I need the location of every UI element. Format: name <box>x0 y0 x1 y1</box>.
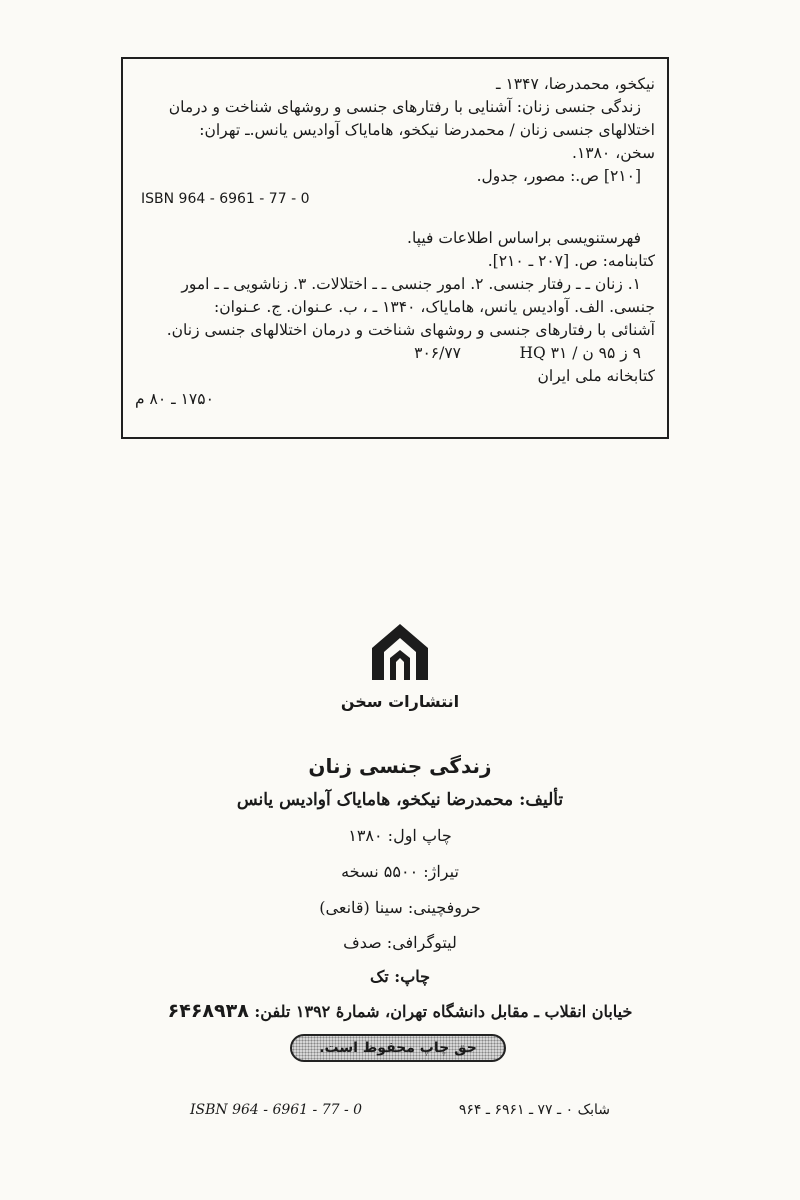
cip-lc-number: ۹ ز ۹۵ ن / HQ ۳۱ <box>519 344 641 362</box>
book-authors: تألیف: محمدرضا نیکخو، هامایاک آوادیس یانس <box>236 790 564 810</box>
address-street: خیابان انقلاب ـ مقابل دانشگاه تهران، شمارهٔ ۱۳۹۲ تلفن: <box>254 1002 633 1021</box>
isbn-persian: شابک ۰ ـ ۷۷ ـ ۶۹۶۱ ـ ۹۶۴ <box>458 1102 610 1118</box>
cip-title-line-2: اختلالهای جنسی زنان / محمدرضا نیکخو، هامایاک آوادیس یانس.ـ تهران: <box>199 121 655 139</box>
cip-dewey-number: ۳۰۶/۷۷ <box>414 344 461 362</box>
address-phone: ۶۴۶۸۹۳۸ <box>167 1000 249 1022</box>
cip-title-line-1: زندگی جنسی زنان: آشنایی با رفتارهای جنسی و روشهای شناخت و درمان <box>168 98 641 116</box>
cip-subjects-line-3: آشنائی با رفتارهای جنسی و روشهای شناخت و درمان اختلالهای جنسی زنان. <box>166 321 655 339</box>
cataloging-in-publication-box <box>121 57 669 439</box>
rights-reserved-badge: حق چاپ محفوظ است. <box>290 1034 506 1062</box>
book-title: زندگی جنسی زنان <box>308 754 492 778</box>
publisher-name: انتشارات سخن <box>340 692 460 711</box>
cip-physical-description: [۲۱۰] ص.: مصور، جدول. <box>476 167 641 185</box>
circulation: تیراژ: ۵۵۰۰ نسخه <box>341 862 459 881</box>
cip-bibliography: کتابنامه: ص. [۲۰۷ ـ ۲۱۰]. <box>487 252 655 270</box>
bottom-isbn <box>190 1102 610 1118</box>
isbn-latin: ISBN 964 - 6961 - 77 - 0 <box>190 1102 363 1118</box>
printing: چاپ: تک <box>369 967 431 986</box>
first-print: چاپ اول: ۱۳۸۰ <box>348 826 452 845</box>
cip-gap <box>135 211 655 227</box>
cip-record-number: ۱۷۵۰ ـ ۸۰ م <box>135 390 214 408</box>
cip-library: کتابخانه ملی ایران <box>537 367 655 385</box>
typesetting: حروفچینی: سینا (قانعی) <box>319 898 481 917</box>
publisher-arch-logo-icon <box>368 620 432 684</box>
cip-author: نیکخو، محمدرضا، ۱۳۴۷ ـ <box>496 75 655 93</box>
cip-fipa-note: فهرستنویسی براساس اطلاعات فیپا. <box>407 229 641 247</box>
cip-classification-row <box>135 342 655 365</box>
publisher-address <box>0 1000 800 1022</box>
cip-title-line-3: سخن، ۱۳۸۰. <box>572 144 655 162</box>
cip-subjects-line-2: جنسی. الف. آوادیس یانس، هامایاک، ۱۳۴۰ ـ ، ب. عـنوان. ج. عـنوان: <box>214 298 655 316</box>
lithography: لیتوگرافی: صدف <box>343 933 457 952</box>
cip-subjects-line-1: ۱. زنان ـ ـ رفتار جنسی. ۲. امور جنسی ـ ـ اختلالات. ۳. زناشویی ـ ـ امور <box>181 275 641 293</box>
cip-isbn: ISBN 964 - 6961 - 77 - 0 <box>141 191 310 207</box>
